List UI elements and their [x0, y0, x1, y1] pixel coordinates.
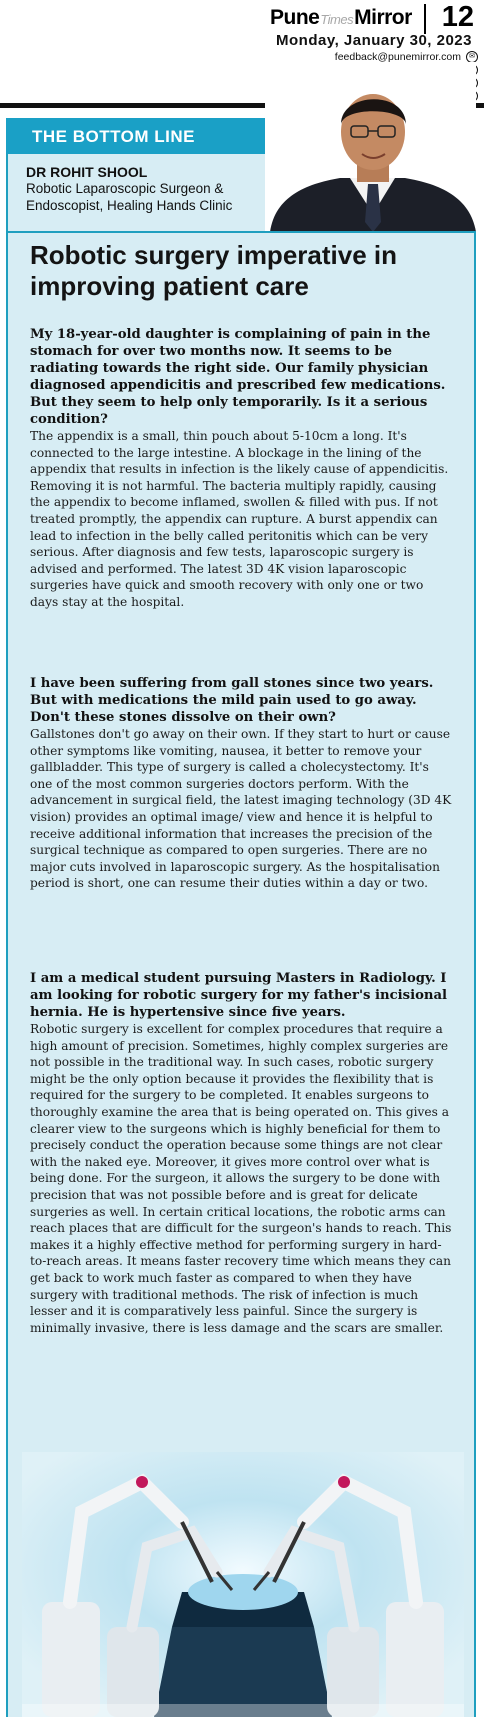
dateline: Monday, January 30, 2023 — [276, 32, 472, 49]
byline — [26, 164, 276, 214]
page-number: 12 — [441, 1, 474, 33]
page-number-divider — [424, 4, 426, 34]
answer-1: The appendix is a small, thin pouch about 5-10cm a long. It's connected to the large intestine. A blockage in the lining of the appendix that results in infection is the likely cause of appendicitis. Removing it is not harmful. The bacteria multiply rapidly, causing the appendix to become inflamed, swollen & filled with pus. If not treated promptly, the appendix can rupture. A burst appendix can lead to infection in the belly called peritonitis which can be very serious. After diagnosis and few tests, laparoscopic surgery is advised and performed. The latest 3D 4K vision laparoscopic surgeries have quick and smooth recovery with only one or two days stay at the hospital. — [30, 429, 449, 609]
qa-block-1 — [30, 326, 455, 611]
newspaper-logo — [270, 6, 412, 30]
contact-email[interactable]: feedback@punemirror.com ✉ — [238, 50, 478, 63]
byline-divider — [6, 231, 476, 233]
mail-icon: ✉ — [466, 51, 478, 63]
answer-3: Robotic surgery is excellent for complex procedures that require a high amount of precision. Sometimes, highly complex surgeries are not possible in the traditional way. In such cases, robotic surgery might be the only option because it provides the flexibility that is required for the surgery to be completed. It enables surgeons to thoroughly examine the area that is being operated on. This gives a clearer view to the surgeons which is highly beneficial for them to precisely conduct the operation because some things are not clear with the naked eye. Moreover, it gives more control over what is being done. For the surgeon, it allows the surgery to be done with precision that was not possible before and is great for delicate surgeries as well. In certain critical locations, the robotic arms can reach places that are difficult for the surgeon's hands to reach. This makes it a highly effective method for performing surgery in hard-to-reach areas. It means faster recovery time which means they can get back to work much faster as compared to when they have surgery with traditional methods. The risk of infection is much lesser and it is comparatively less painful. Since the surgery is minimally invasive, there is less damage and the scars are smaller. — [30, 1022, 452, 1335]
answer-2: Gallstones don't go away on their own. If they start to hurt or cause other symptoms like vomiting, nausea, it better to remove your gallbladder. This type of surgery is called a cholecystectomy. It's one of the most common surgeries doctors perform. With the advancement in surgical field, the latest imaging technology (3D 4K vision) provides an optimal image/ view and hence it is helpful to receive additional information that increases the precision of the surgical technique as compared to open surgeries. There are no major cuts involved in laparoscopic surgery. As the hospitalisation period is short, one can resume their duties within a day or two. — [30, 727, 452, 891]
logo-times: Times — [320, 12, 354, 27]
question-1: My 18-year-old daughter is complaining of pain in the stomach for over two months now. It seems to be radiating towards the right side. Our family physician diagnosed appendicitis and prescribed few medications. But they seem to help only temporarily. Is it a serious condition? — [30, 327, 446, 427]
qa-block-2 — [30, 675, 455, 892]
robotic-surgery-image — [22, 1452, 464, 1717]
question-2: I have been suffering from gall stones since two years. But with medications the mild pain used to go away. Don't these stones dissolve on their own? — [30, 676, 434, 725]
author-photo — [265, 62, 476, 232]
author-role: Robotic Laparoscopic Surgeon & Endoscopist, Healing Hands Clinic — [26, 181, 233, 213]
logo-pune: Pune — [270, 6, 320, 29]
article-headline: Robotic surgery imperative in improving patient care — [30, 240, 397, 301]
logo-mirror: Mirror — [354, 6, 412, 29]
section-title: THE BOTTOM LINE — [32, 127, 196, 146]
question-3: I am a medical student pursuing Masters in Radiology. I am looking for robotic surgery for my father's incisional hernia. He is hypertensive since five years. — [30, 971, 448, 1020]
qa-block-3 — [30, 970, 455, 1336]
author-name: DR ROHIT SHOOL — [26, 164, 148, 180]
